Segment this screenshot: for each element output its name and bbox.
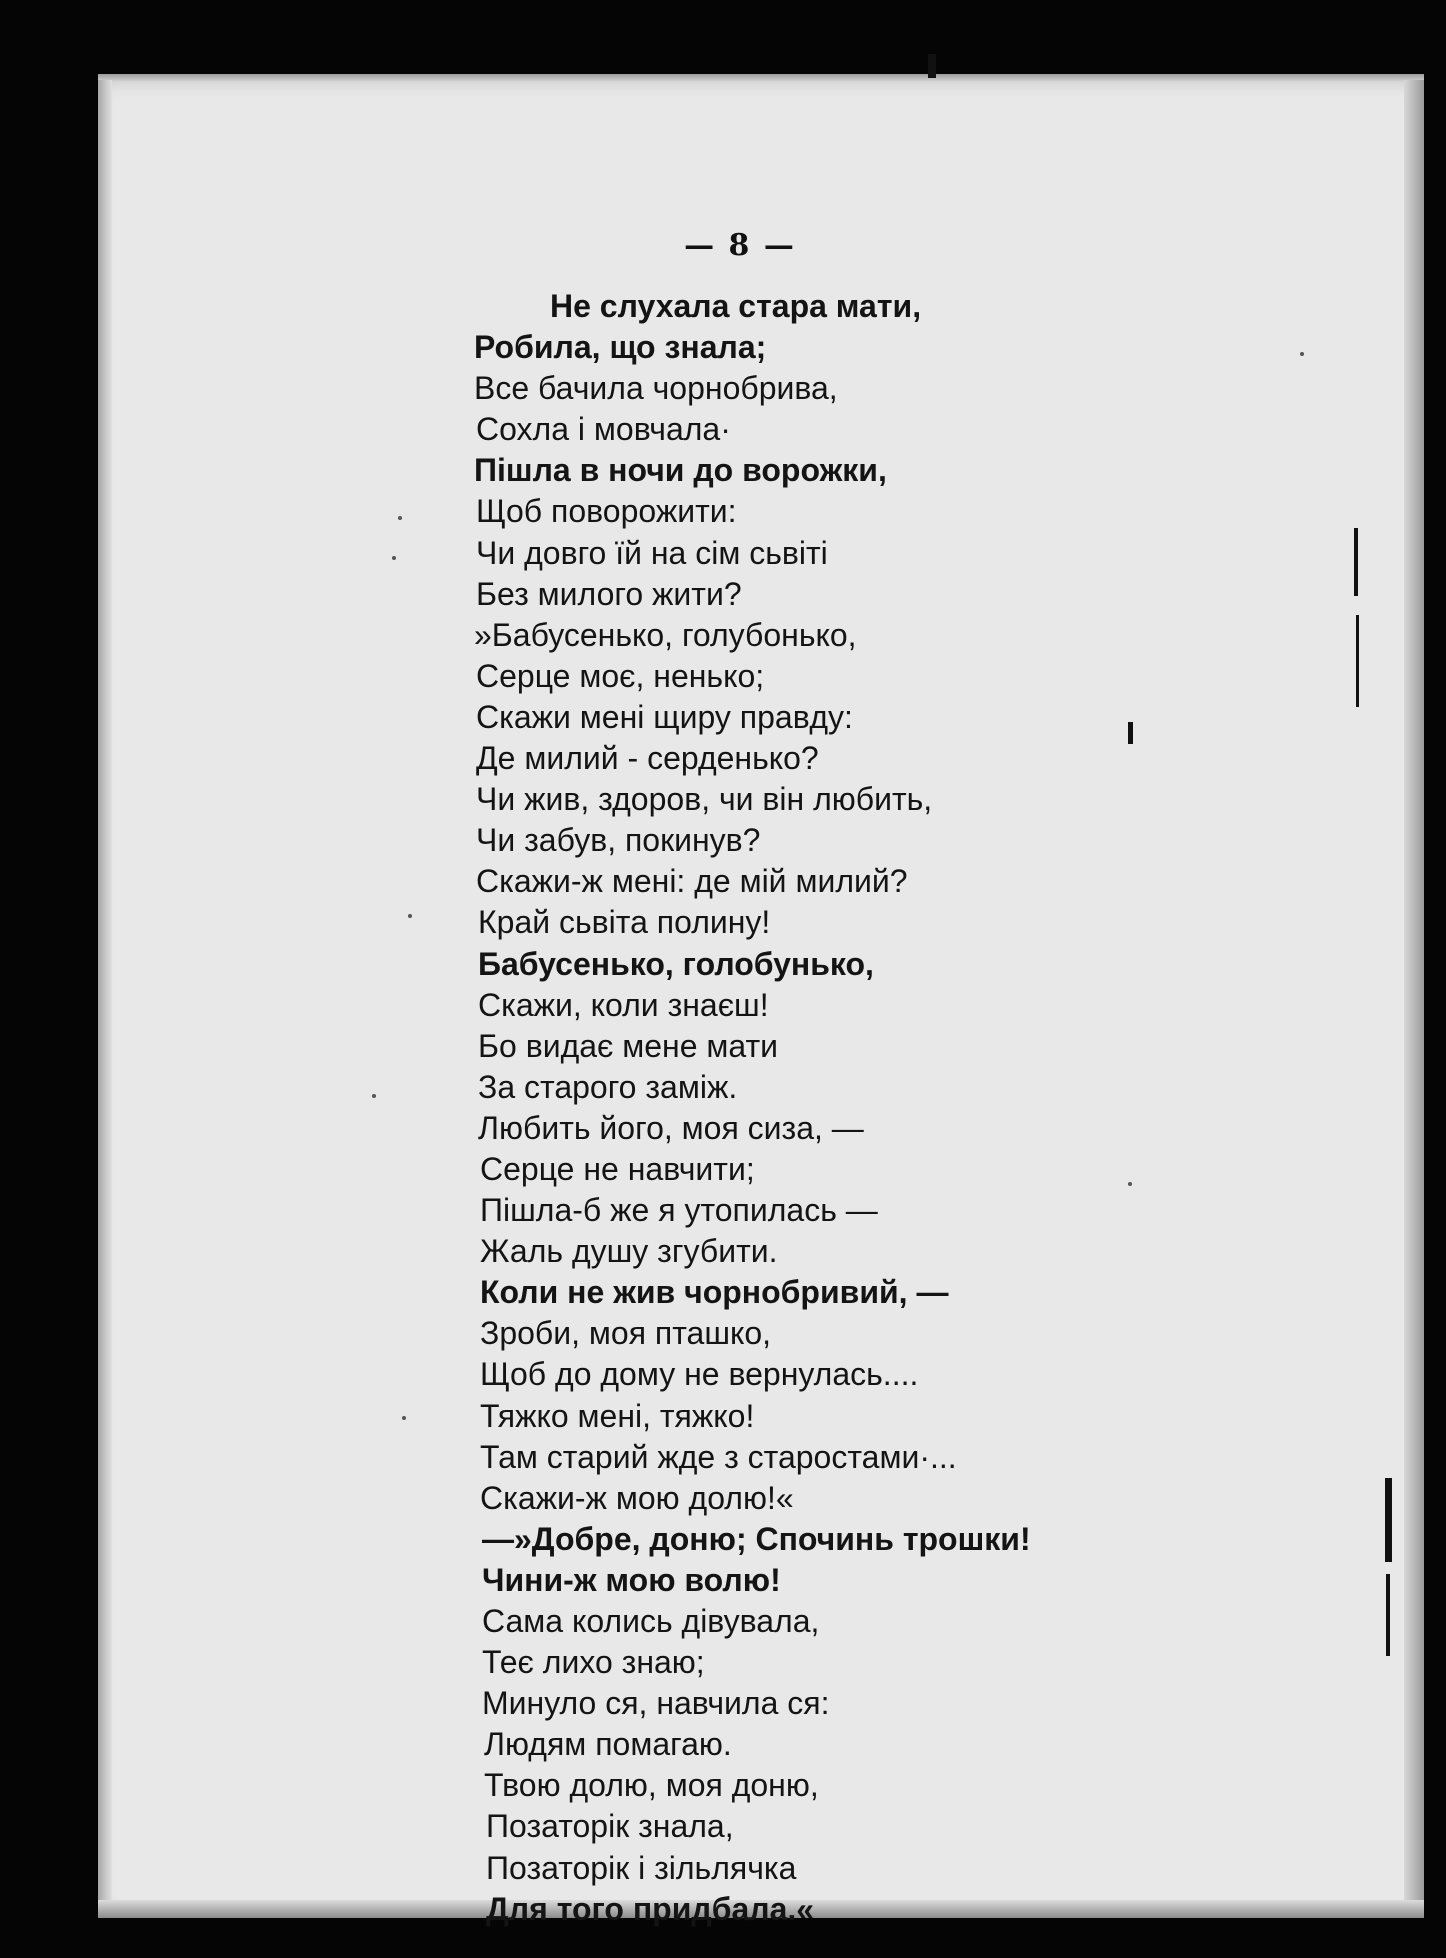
poem-line: Робила, що знала; xyxy=(474,329,767,366)
poem-text xyxy=(472,286,1112,1930)
poem-line: Тяжко мені, тяжко! xyxy=(480,1397,755,1434)
scan-mark xyxy=(1128,722,1133,744)
page-number: — 8 — xyxy=(684,228,796,263)
poem-line: Щоб до дому не вернулась.... xyxy=(480,1356,919,1393)
poem-line: Для того придбала.« xyxy=(486,1890,815,1927)
poem-line: Без милого жити? xyxy=(476,575,742,612)
poem-line: Позаторік знала, xyxy=(486,1808,734,1845)
scan-speck xyxy=(402,1416,406,1420)
poem-line: Твою долю, моя доню, xyxy=(484,1767,819,1804)
scan-mark xyxy=(1386,1574,1390,1656)
poem-line: Сохла і мовчала· xyxy=(476,411,731,448)
poem-line: Чи забув, покинув? xyxy=(476,822,761,859)
scan-speck xyxy=(398,516,402,520)
poem-line: Бабусенько, голобунько, xyxy=(478,945,874,982)
poem-line: Позаторік і зільлячка xyxy=(486,1849,797,1886)
scan-speck xyxy=(372,1094,376,1098)
poem-line: Серце не навчити; xyxy=(480,1150,755,1187)
poem-line: Все бачила чорнобрива, xyxy=(474,370,838,407)
poem-line: Чи довго їй на сім сьвіті xyxy=(476,534,828,571)
scan-mark xyxy=(1354,528,1358,596)
poem-line: Пішла в ночи до ворожки, xyxy=(474,452,887,489)
page-edge-left xyxy=(98,80,112,1918)
poem-line: Чи жив, здоров, чи він любить, xyxy=(476,781,933,818)
poem-line: Скажи-ж мені: де мій милий? xyxy=(476,863,908,900)
poem-line: Пішла-б же я утопилась — xyxy=(480,1192,878,1229)
poem-line: Край сьвіта полину! xyxy=(478,904,771,941)
poem-line: Зроби, моя пташко, xyxy=(480,1315,772,1352)
scan-speck xyxy=(1300,352,1304,356)
poem-line: Теє лихо знаю; xyxy=(482,1644,705,1681)
poem-line: Чини-ж мою волю! xyxy=(482,1561,781,1598)
poem-line: »Бабусенько, голубонько, xyxy=(474,616,857,653)
page-edge-top xyxy=(98,74,1424,82)
scan-speck xyxy=(1128,1182,1132,1186)
scan-speck xyxy=(408,914,412,918)
poem-line: Скажи-ж мою долю!« xyxy=(480,1479,794,1516)
scan-mark xyxy=(1385,1478,1392,1562)
poem-line: Людям помагаю. xyxy=(484,1726,732,1763)
poem-line: Серце моє, ненько; xyxy=(476,657,765,694)
poem-line: Коли не жив чорнобривий, — xyxy=(480,1274,949,1311)
scan-mark xyxy=(928,54,936,78)
poem-line: —»Добре, доню; Спочинь трошки! xyxy=(482,1520,1031,1557)
page-edge-right xyxy=(1404,80,1424,1918)
poem-line: Де милий - серденько? xyxy=(476,740,819,777)
poem-line: Скажи, коли знаєш! xyxy=(478,986,769,1023)
poem-line: Минуло ся, навчила ся: xyxy=(482,1685,830,1722)
poem-line: Любить його, моя сиза, — xyxy=(478,1109,864,1146)
poem-line: Не слухала стара мати, xyxy=(550,288,922,324)
poem-line: Сама колись дівувала, xyxy=(482,1603,820,1639)
poem-line: Щоб поворожити: xyxy=(476,493,737,530)
poem-line: За старого заміж. xyxy=(478,1068,738,1105)
scan-speck xyxy=(392,556,396,560)
poem-line: Жаль душу згубити. xyxy=(480,1233,778,1270)
poem-line: Скажи мені щиру правду: xyxy=(476,698,853,735)
poem-line: Бо видає мене мати xyxy=(478,1027,779,1064)
poem-line: Там старий жде з старостами·... xyxy=(480,1438,957,1475)
scan-mark xyxy=(1356,615,1359,707)
